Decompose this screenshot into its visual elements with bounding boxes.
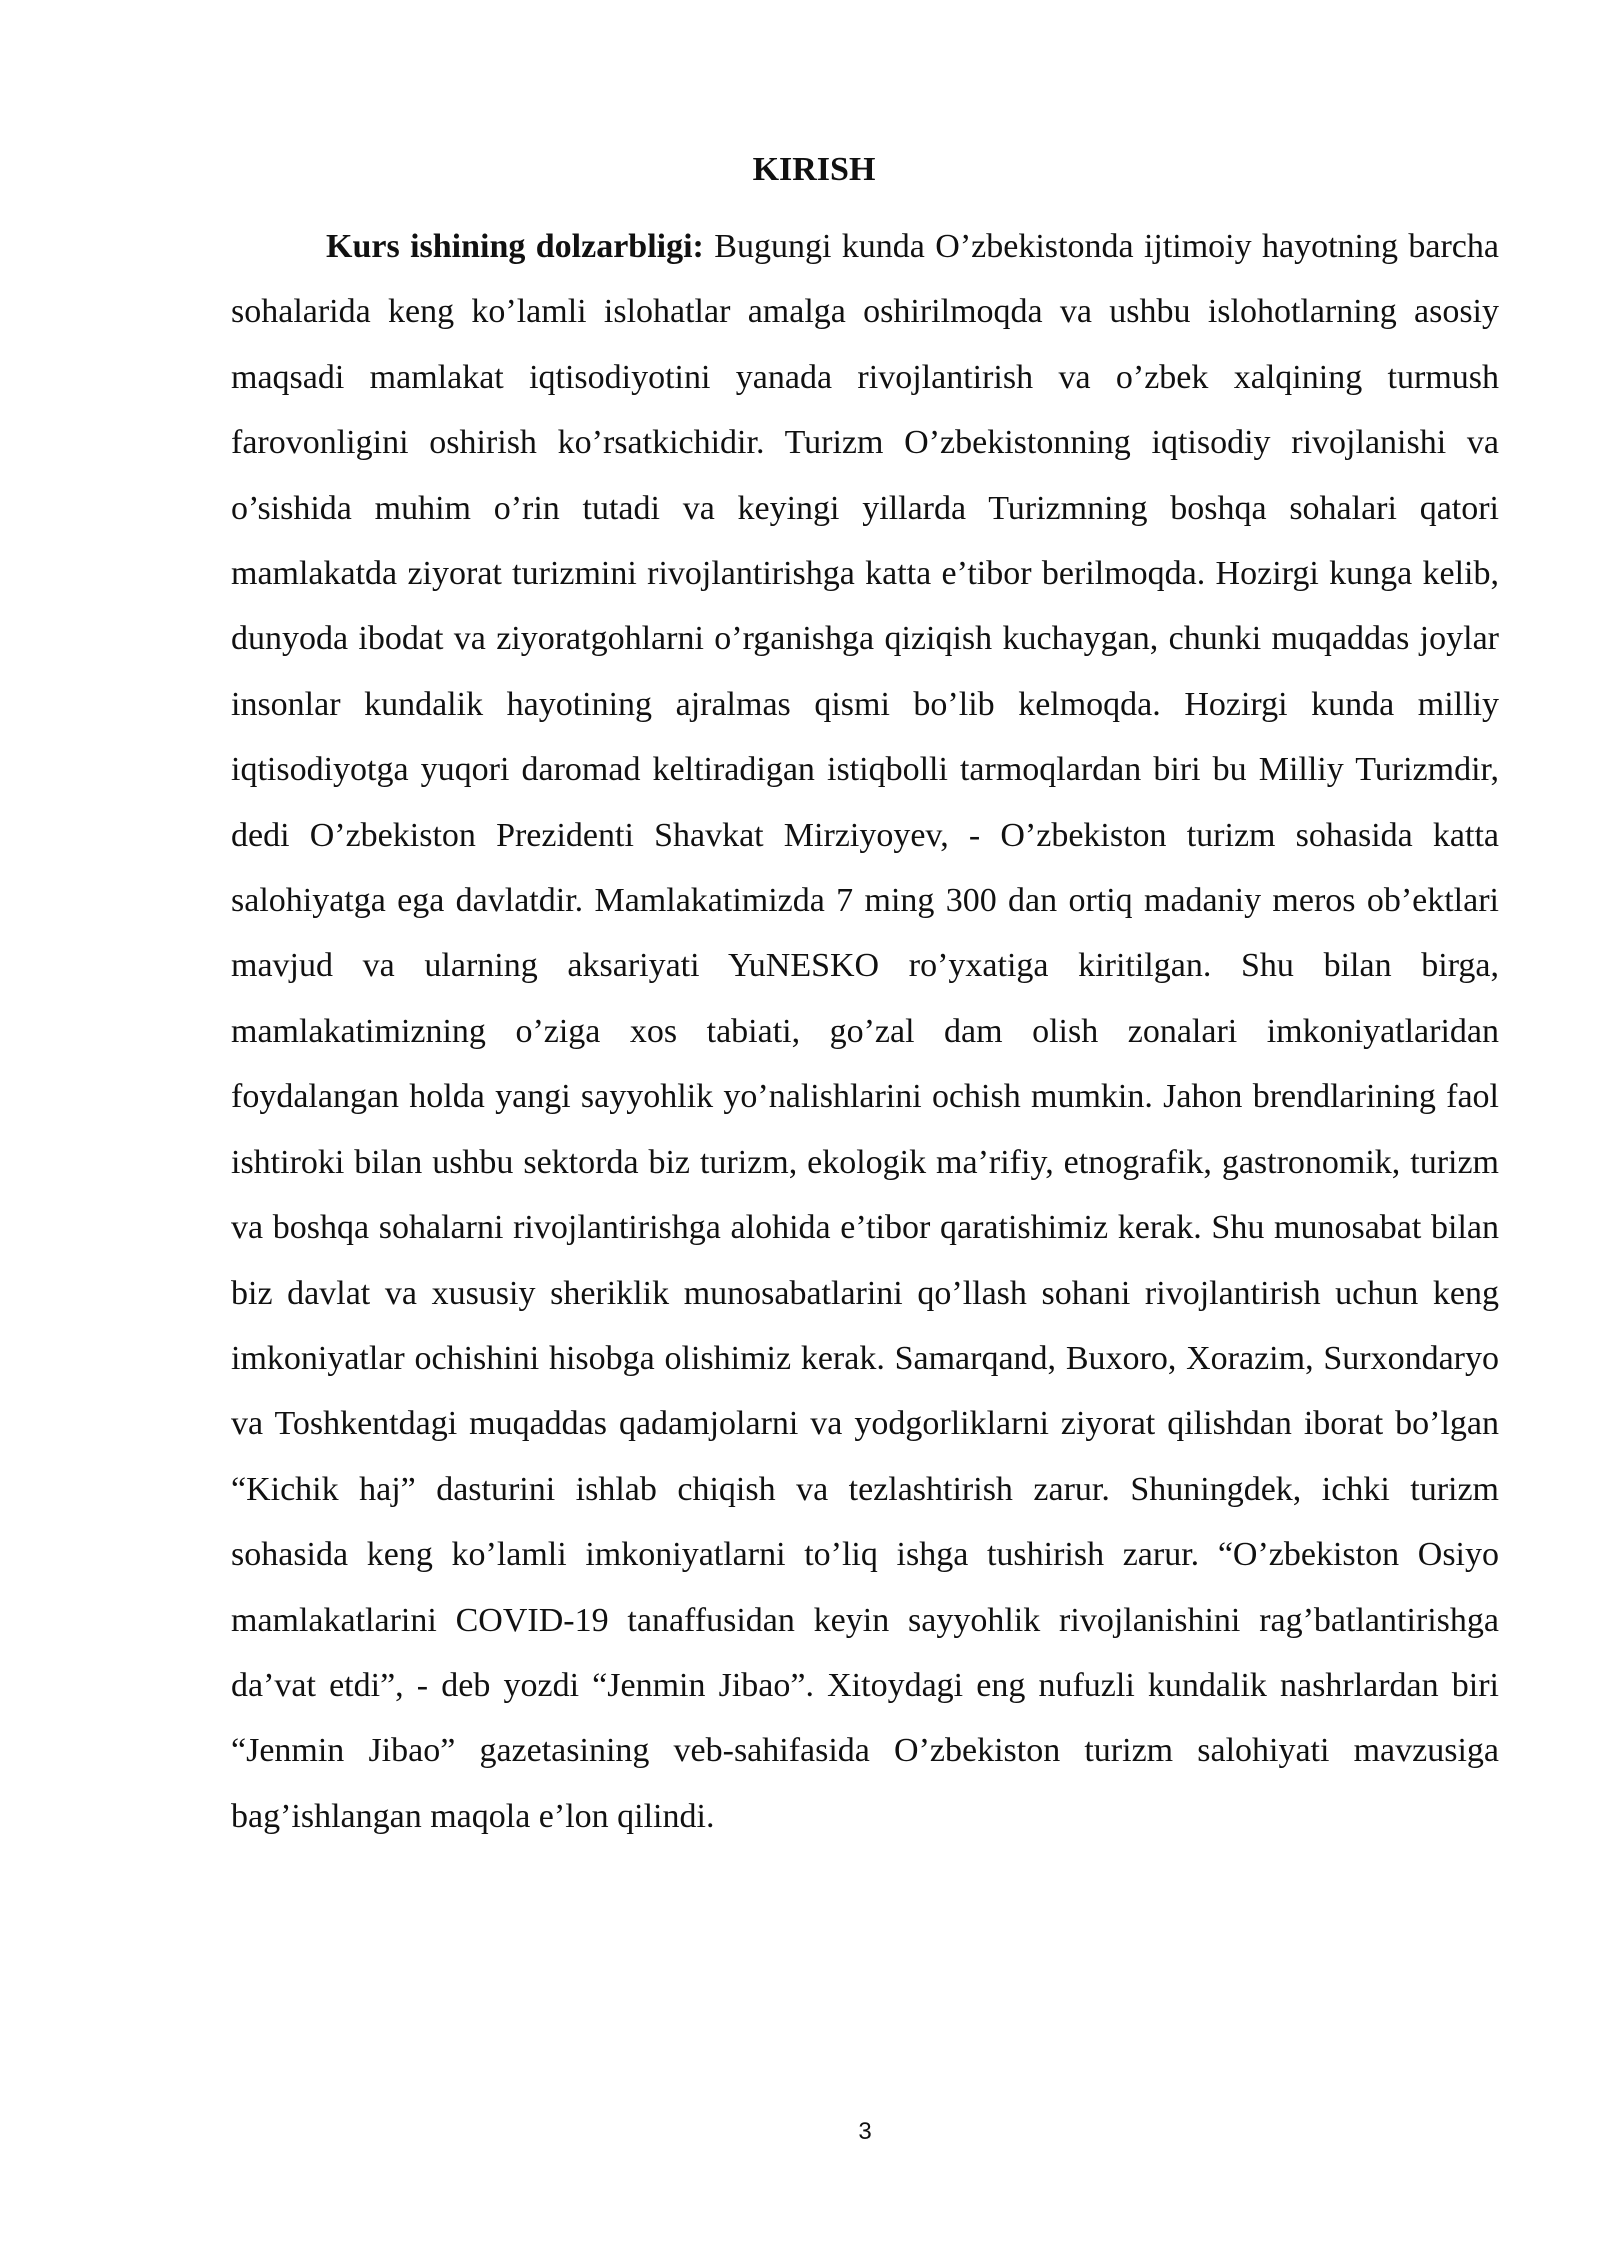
- body-paragraph: [231, 214, 1499, 1849]
- paragraph-lead: Kurs ishining dolzarbligi:: [326, 228, 704, 265]
- page-number: 3: [858, 2118, 872, 2145]
- paragraph-text: Bugungi kunda O’zbekistonda ijtimoiy hayotning barcha sohalarida keng ko’lamli islohatlar amalga oshirilmoqda va ushbu islohotlarning asosiy maqsadi mamlakat iqtisodiyotini yanada rivojlantirish va o’zbek xalqining turmush farovonligini oshirish ko’rsatkichidir. Turizm O’zbekistonning iqtisodiy rivojlanishi va o’sishida muhim o’rin tutadi va keyingi yillarda Turizmning boshqa sohalari qatori mamlakatda ziyorat turizmini rivojlantirishga katta e’tibor berilmoqda. Hozirgi kunga kelib, dunyoda ibodat va ziyoratgohlarni o’rganishga qiziqish kuchaygan, chunki muqaddas joylar insonlar kundalik hayotining ajralmas qismi bo’lib kelmoqda. Hozirgi kunda milliy iqtisodiyotga yuqori daromad keltiradigan istiqbolli tarmoqlardan biri bu Milliy Turizmdir, dedi O’zbekiston Prezidenti Shavkat Mirziyoyev, - O’zbekiston turizm sohasida katta salohiyatga ega davlatdir. Mamlakatimizda 7 ming 300 dan ortiq madaniy meros ob’ektlari mavjud va ularning aksariyati YuNESKO ro’yxatiga kiritilgan. Shu bilan birga, mamlakatimizning o’ziga xos tabiati, go’zal dam olish zonalari imkoniyatlaridan foydalangan holda yangi sayyohlik yo’nalishlarini ochish mumkin. Jahon brendlarining faol ishtiroki bilan ushbu sektorda biz turizm, ekologik ma’rifiy, etnografik, gastronomik, turizm va boshqa sohalarni rivojlantirishga alohida e’tibor qaratishimiz kerak. Shu munosabat bilan biz davlat va xususiy sheriklik munosabatlarini qo’llash sohani rivojlantirish uchun keng imkoniyatlar ochishini hisobga olishimiz kerak. Samarqand, Buxoro, Xorazim, Surxondaryo va Toshkentdagi muqaddas qadamjolarni va yodgorliklarni ziyorat qilishdan iborat bo’lgan “Kichik haj” dasturini ishlab chiqish va tezlashtirish zarur. Shuningdek, ichki turizm sohasida keng ko’lamli imkoniyatlarni to’liq ishga tushirish zarur. “O’zbekiston Osiyo mamlakatlarini COVID-19 tanaffusidan keyin sayyohlik rivojlanishini rag’batlantirishga da’vat etdi”, - deb yozdi “Jenmin Jibao”. Xitoydagi eng nufuzli kundalik nashrlardan biri “Jenmin Jibao” gazetasining veb-sahifasida O’zbekiston turizm salohiyati mavzusiga bag’ishlangan maqola e’lon qilindi.: [231, 228, 1499, 1835]
- section-heading: KIRISH: [752, 151, 876, 188]
